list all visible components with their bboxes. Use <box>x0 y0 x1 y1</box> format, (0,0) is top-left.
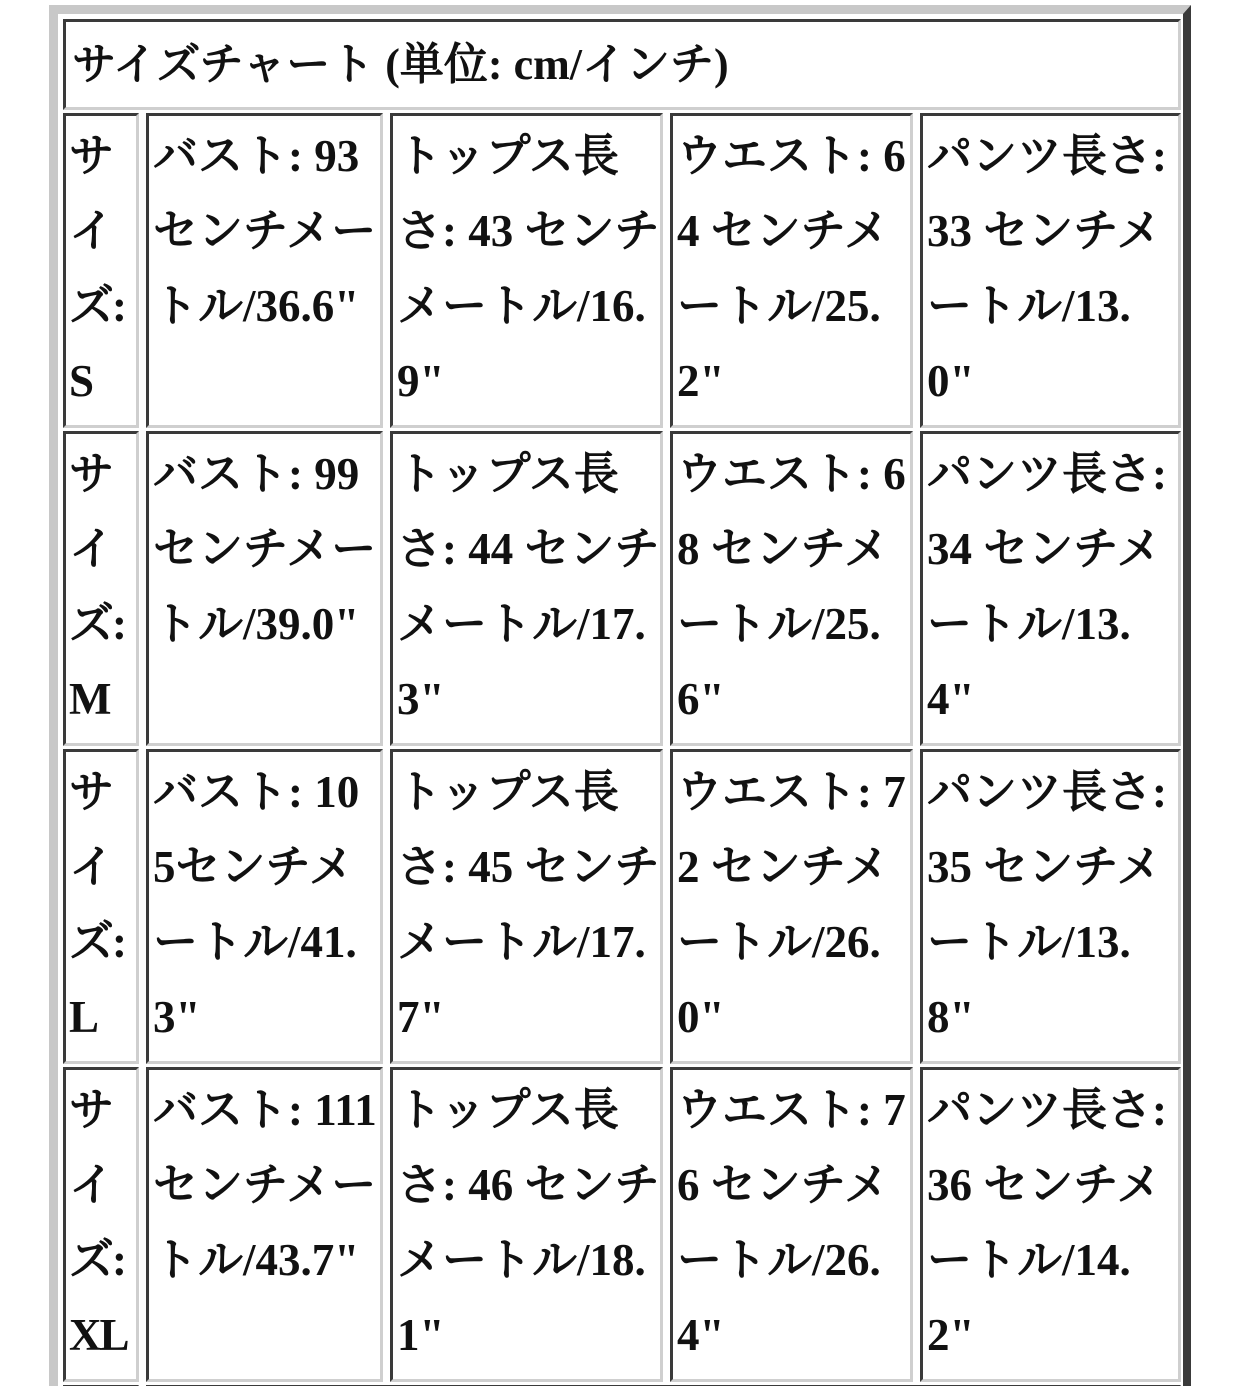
waist-l: ウエスト: 72 センチメートル/26.0" <box>670 749 913 1064</box>
size-chart-table <box>49 5 1191 1386</box>
bust-l: バスト: 105センチメートル/41.3" <box>146 749 383 1064</box>
size-label-l: サイズ: L <box>63 749 139 1064</box>
pants-length-m: パンツ長さ: 34 センチメートル/13.4" <box>920 431 1181 746</box>
pants-length-s: パンツ長さ: 33 センチメートル/13.0" <box>920 113 1181 428</box>
waist-s: ウエスト: 64 センチメートル/25.2" <box>670 113 913 428</box>
bust-xl: バスト: 111 センチメートル/43.7" <box>146 1067 383 1382</box>
waist-m: ウエスト: 68 センチメートル/25.6" <box>670 431 913 746</box>
tops-length-s: トップス長さ: 43 センチメートル/16.9" <box>390 113 663 428</box>
size-label-m: サイズ: M <box>63 431 139 746</box>
size-label-s: サイズ: S <box>63 113 139 428</box>
size-label-xl: サイズ: XL <box>63 1067 139 1382</box>
bust-m: バスト: 99 センチメートル/39.0" <box>146 431 383 746</box>
tops-length-xl: トップス長さ: 46 センチメートル/18.1" <box>390 1067 663 1382</box>
pants-length-xl: パンツ長さ: 36 センチメートル/14.2" <box>920 1067 1181 1382</box>
waist-xl: ウエスト: 76 センチメートル/26.4" <box>670 1067 913 1382</box>
tops-length-l: トップス長さ: 45 センチメートル/17.7" <box>390 749 663 1064</box>
bust-s: バスト: 93 センチメートル/36.6" <box>146 113 383 428</box>
pants-length-l: パンツ長さ: 35 センチメートル/13.8" <box>920 749 1181 1064</box>
size-chart-title: サイズチャート (単位: cm/インチ) <box>63 19 1181 110</box>
tops-length-m: トップス長さ: 44 センチメートル/17.3" <box>390 431 663 746</box>
